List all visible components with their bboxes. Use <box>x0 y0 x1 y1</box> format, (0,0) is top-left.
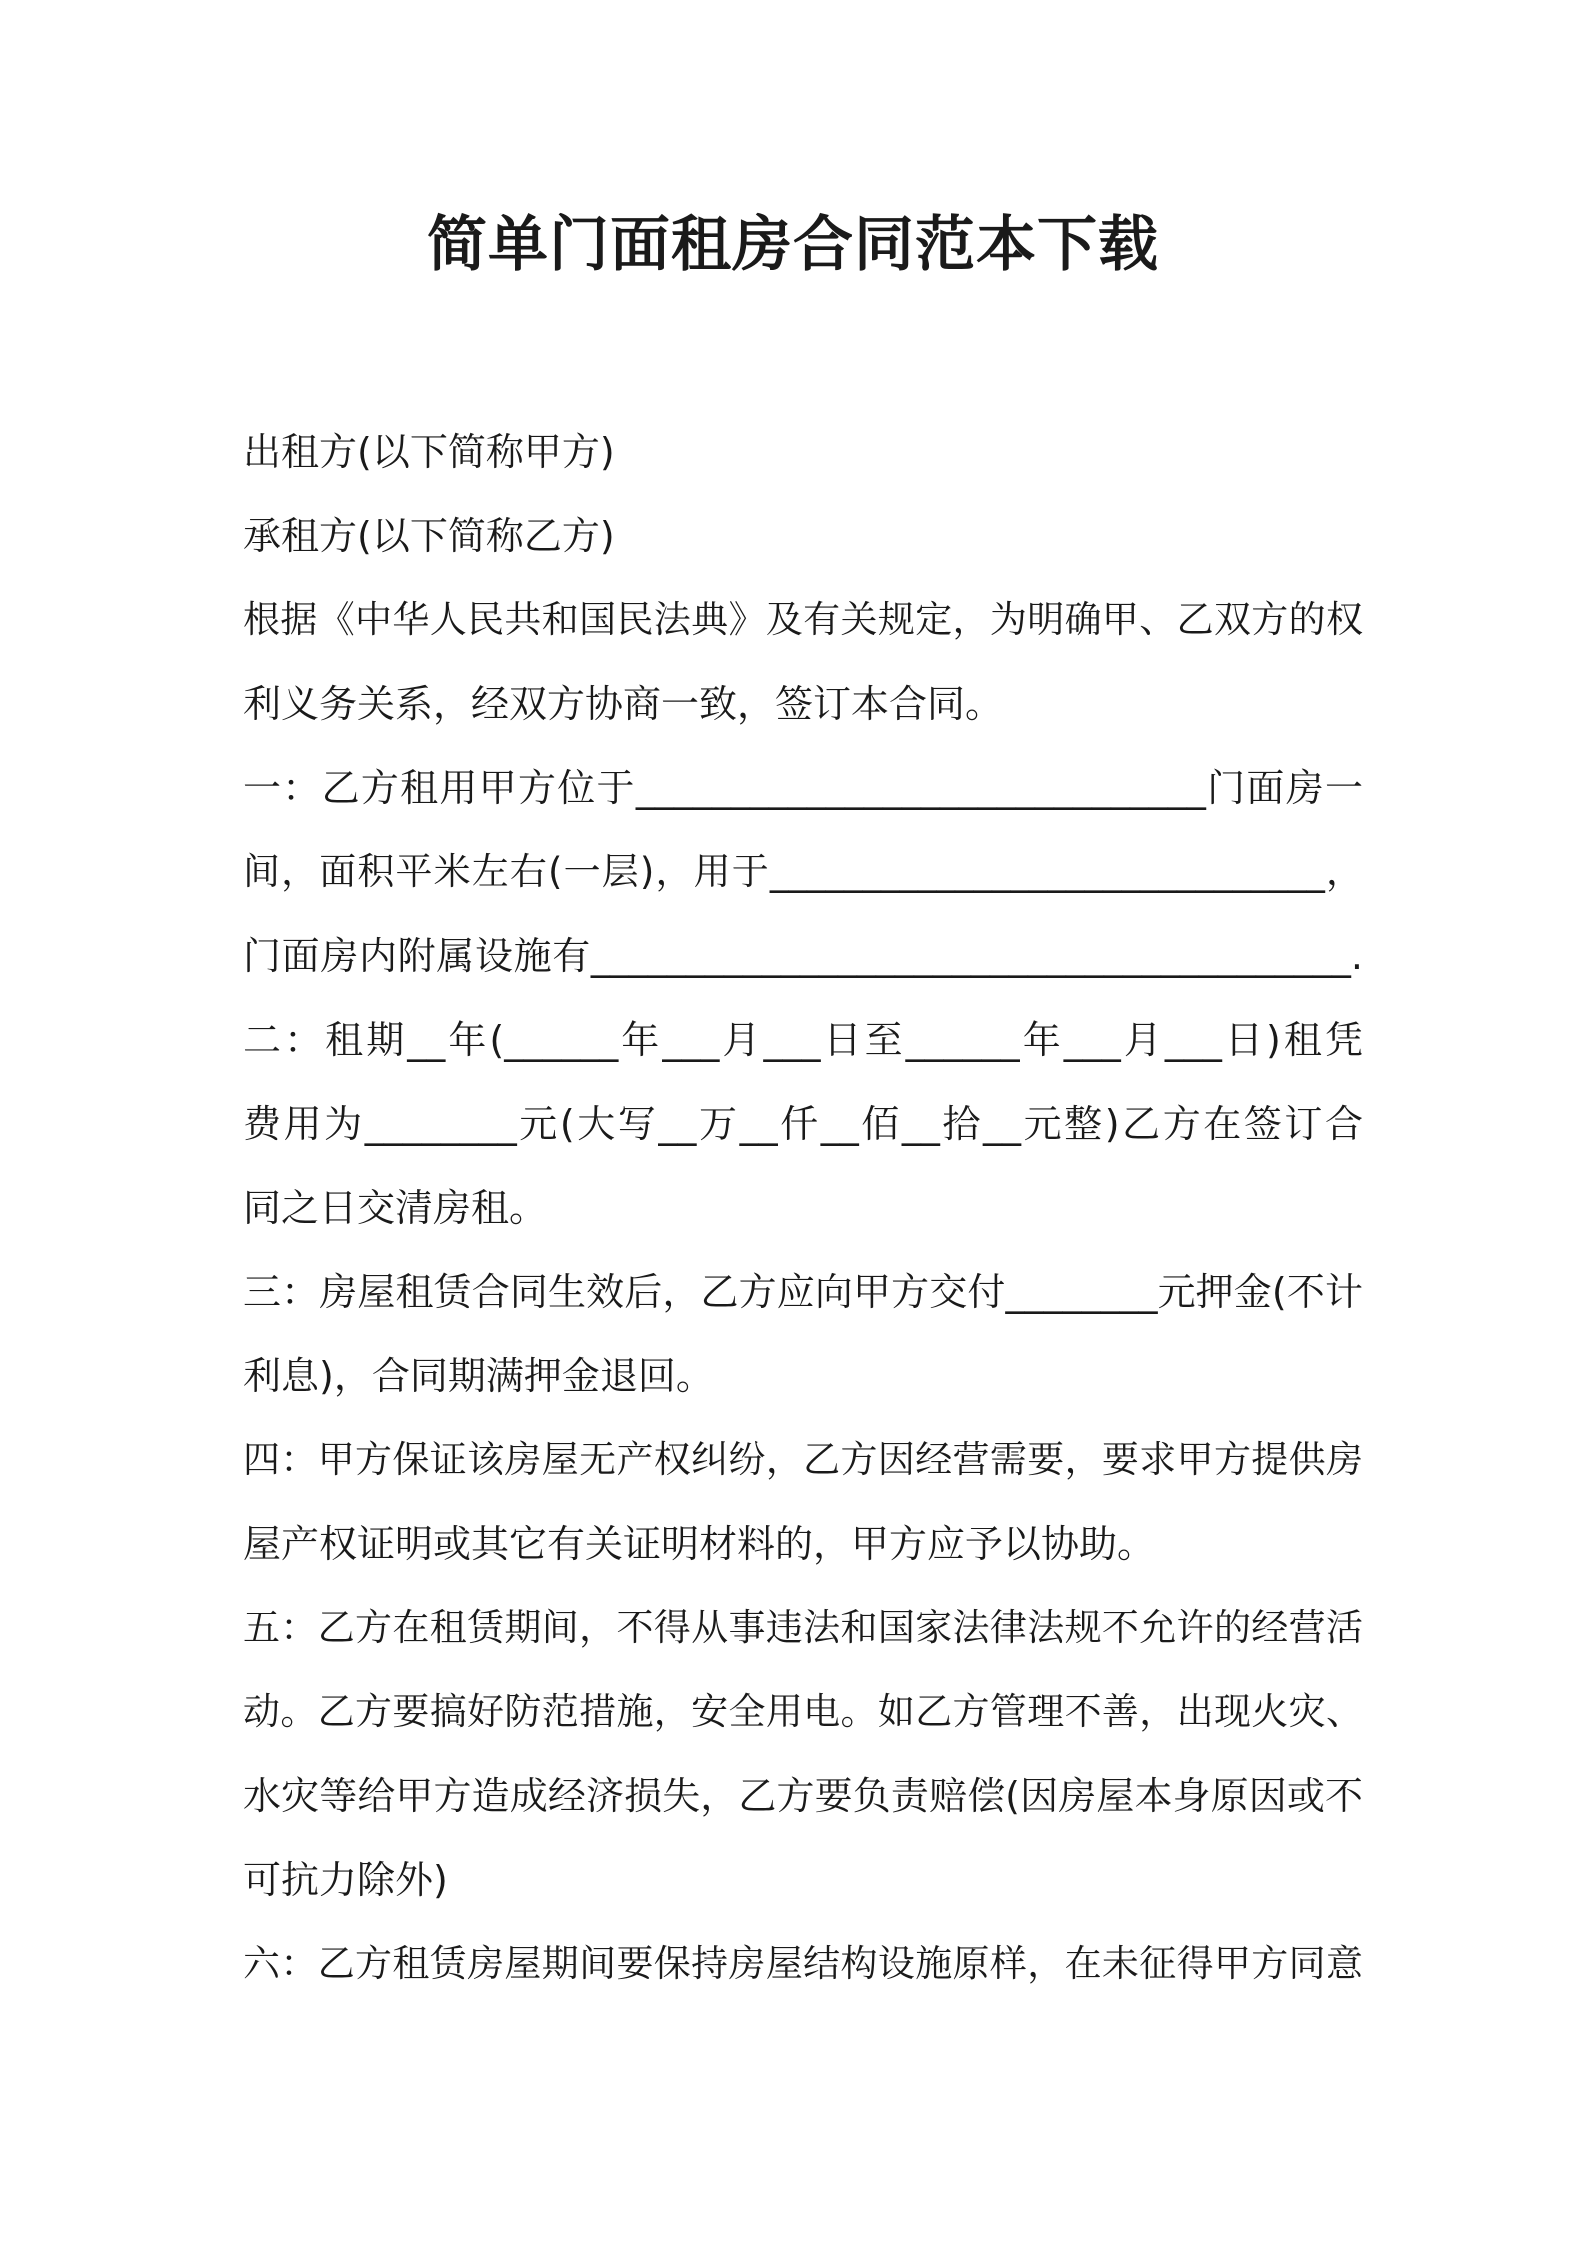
clause-2-line-3: 同之日交清房租。 <box>243 1186 548 1230</box>
clause-1-line-3: 门面房内附属设施有________________________________________. <box>243 934 1363 978</box>
party-a-line: 出租方(以下简称甲方) <box>243 430 615 474</box>
clause-5-line-4: 可抗力除外) <box>243 1858 448 1902</box>
clause-5-line-2: 动。乙方要搞好防范措施，安全用电。如乙方管理不善，出现火灾、 <box>243 1690 1363 1733</box>
clause-6-line-1: 六：乙方租赁房屋期间要保持房屋结构设施原样，在未征得甲方同意 <box>243 1942 1363 1985</box>
document-title: 简单门面租房合同范本下载 <box>427 210 1159 280</box>
preamble-line-2: 利义务关系，经双方协商一致，签订本合同。 <box>243 682 1004 726</box>
clause-5-line-3: 水灾等给甲方造成经济损失，乙方要负责赔偿(因房屋本身原因或不 <box>243 1774 1363 1818</box>
clause-4-line-1: 四：甲方保证该房屋无产权纠纷，乙方因经营需要，要求甲方提供房 <box>243 1438 1363 1481</box>
party-b-line: 承租方(以下简称乙方) <box>243 514 615 558</box>
clause-2-line-2: 费用为________元(大写__万__仟__佰__拾__元整)乙方在签订合 <box>243 1102 1363 1146</box>
contract-body <box>243 410 1363 2006</box>
clause-3-line-1: 三：房屋租赁合同生效后，乙方应向甲方交付________元押金(不计 <box>243 1270 1363 1314</box>
preamble-line-1: 根据《中华人民共和国民法典》及有关规定，为明确甲、乙双方的权 <box>243 598 1363 641</box>
clause-4-line-2: 屋产权证明或其它有关证明材料的，甲方应予以协助。 <box>243 1522 1156 1566</box>
clause-1-line-1: 一：乙方租用甲方位于______________________________门面房一 <box>243 766 1363 810</box>
clause-2-line-1: 二：租期__年(______年___月___日至______年___月___日)租凭 <box>243 1018 1363 1062</box>
clause-3-line-2: 利息)，合同期满押金退回。 <box>243 1354 714 1398</box>
clause-5-line-1: 五：乙方在租赁期间，不得从事违法和国家法律法规不允许的经营活 <box>243 1606 1363 1649</box>
clause-1-line-2: 间，面积平米左右(一层)，用于______________________________， <box>243 850 1363 893</box>
